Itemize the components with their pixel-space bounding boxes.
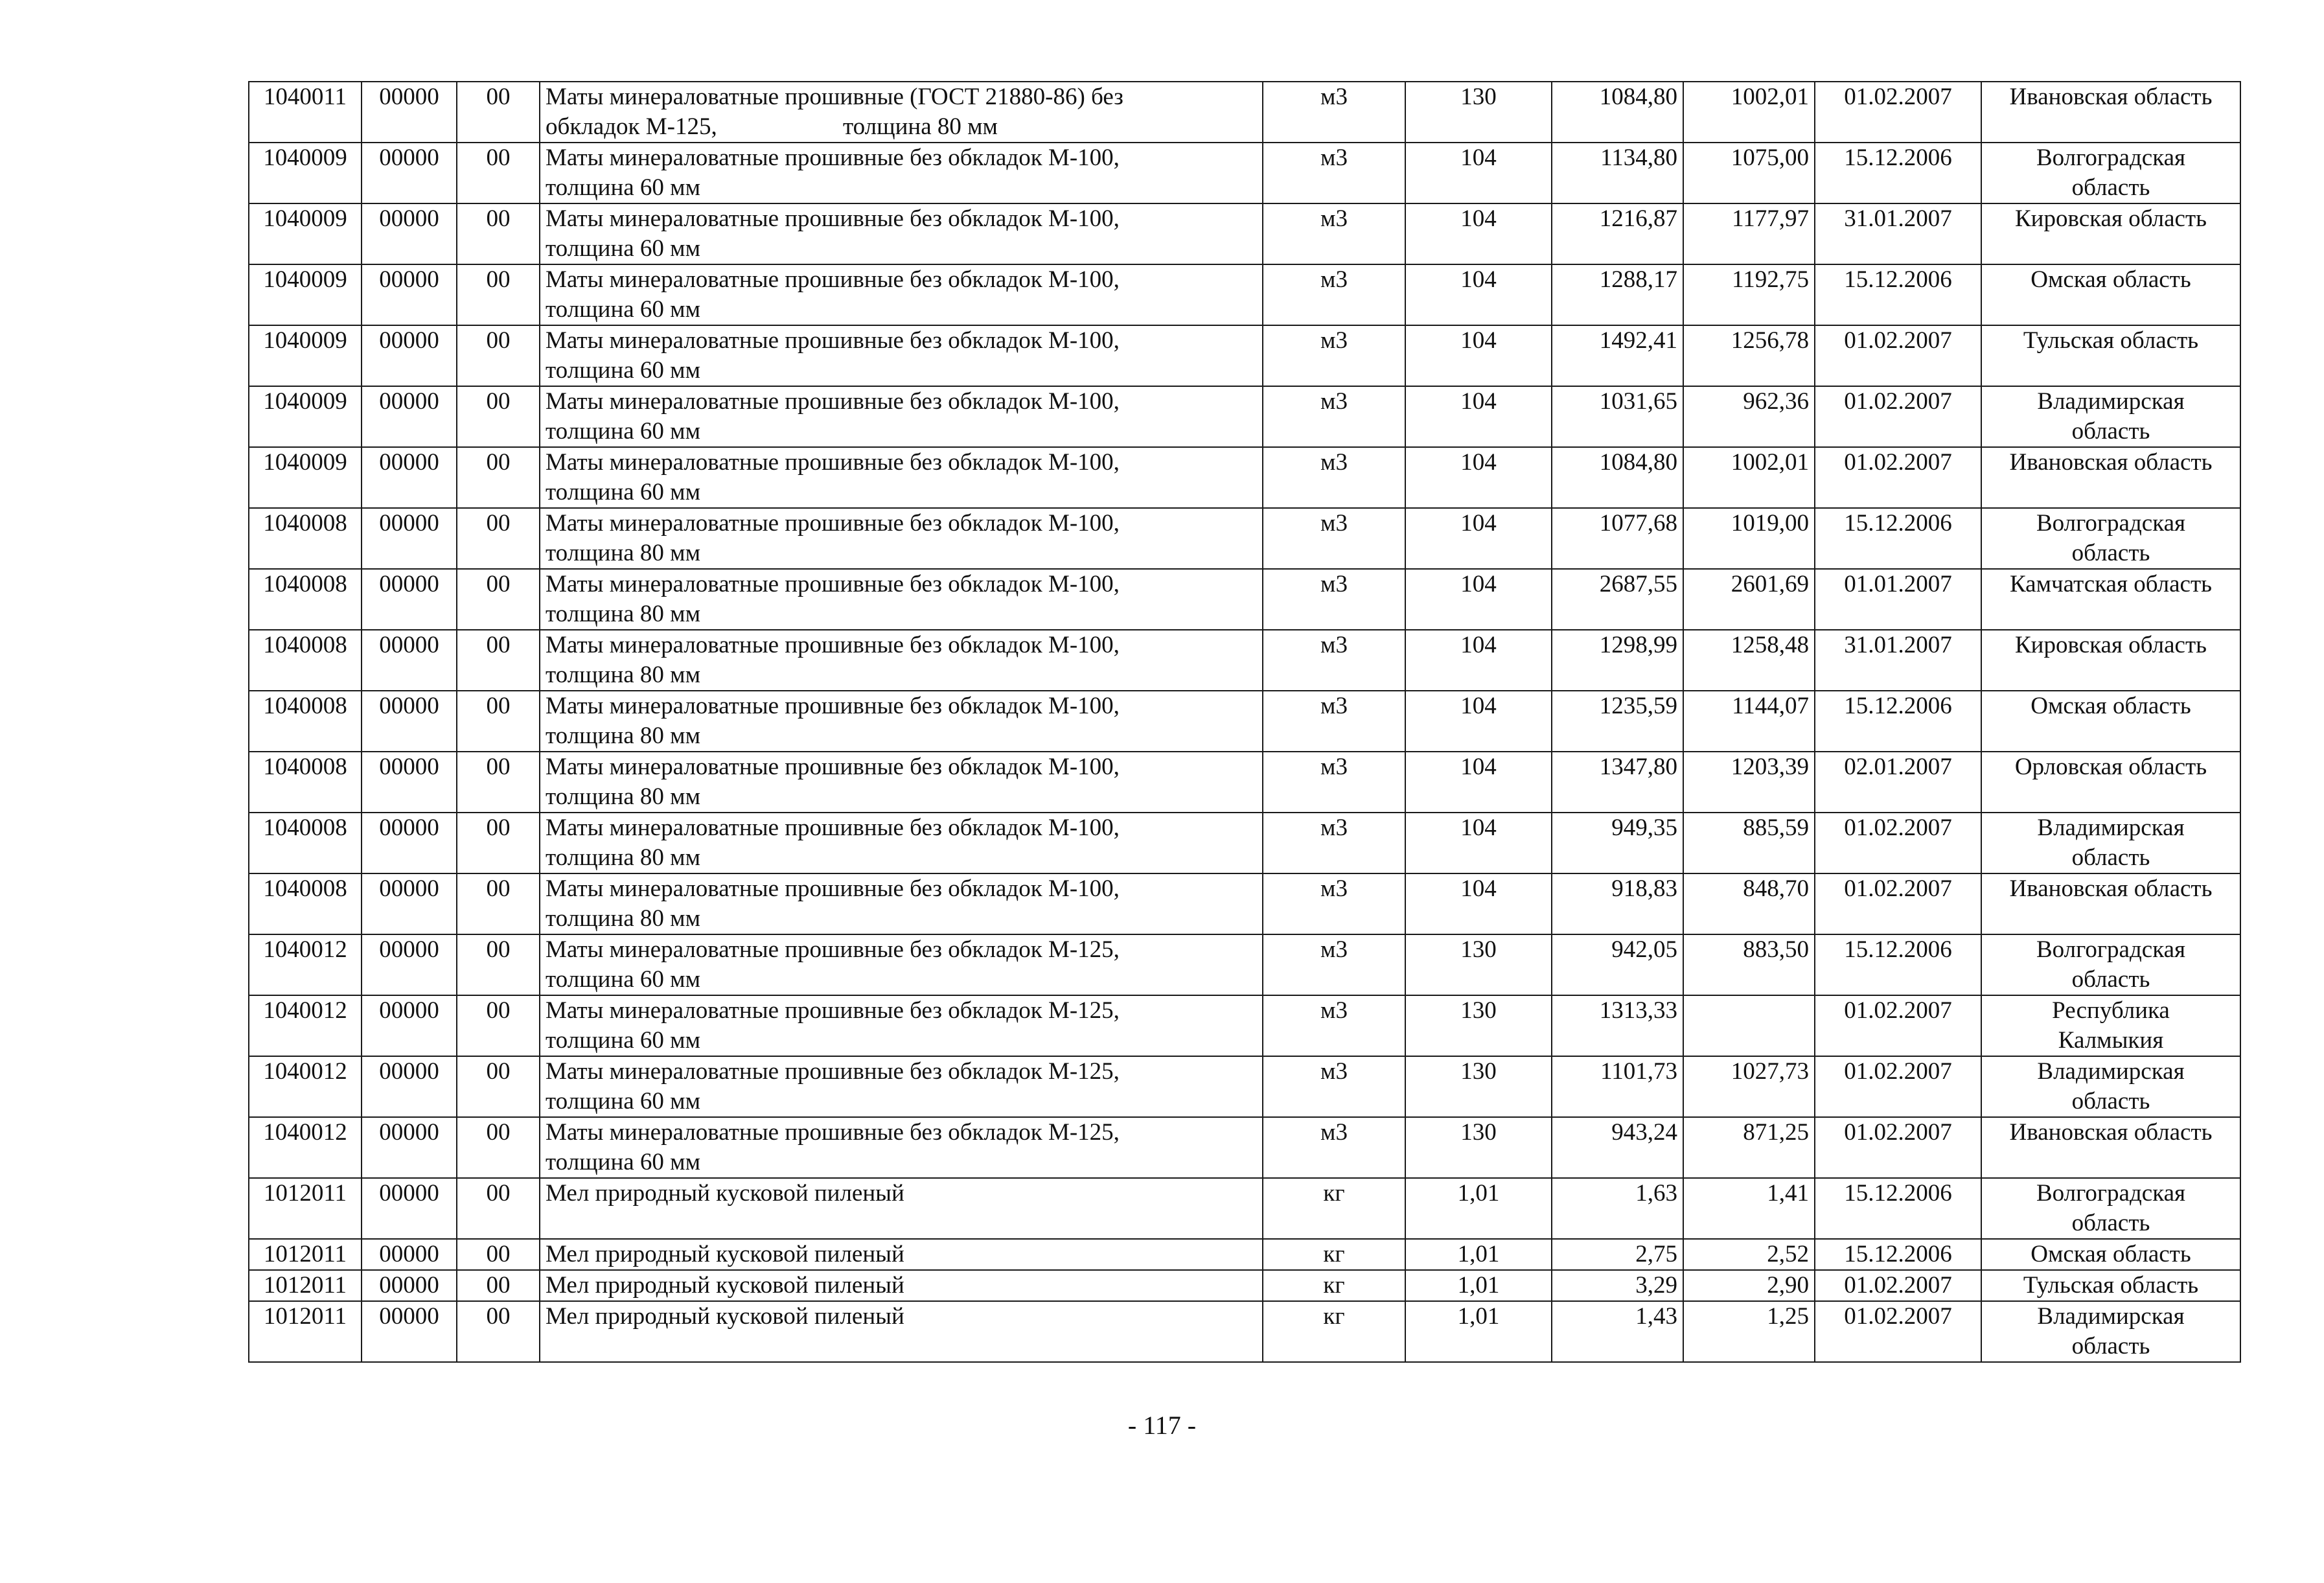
date-cell: 15.12.2006 — [1815, 1178, 1981, 1239]
price-with-vat-cell: 1313,33 — [1552, 995, 1683, 1056]
material-code-cell: 1040012 — [249, 995, 362, 1056]
table-row — [249, 82, 2240, 143]
material-name-cell: Мел природный кусковой пиленый — [540, 1178, 1263, 1239]
coefficient-cell: 104 — [1405, 203, 1552, 264]
price-with-vat-cell: 1492,41 — [1552, 325, 1683, 386]
material-name-cell: Маты минераловатные прошивные без обкладок М-100, толщина 80 мм — [540, 813, 1263, 873]
price-with-vat-cell: 1216,87 — [1552, 203, 1683, 264]
price-with-vat-cell: 1084,80 — [1552, 447, 1683, 508]
version-cell: 00 — [457, 82, 540, 143]
date-cell: 01.01.2007 — [1815, 569, 1981, 630]
version-cell: 00 — [457, 386, 540, 447]
material-code-cell: 1040008 — [249, 508, 362, 569]
price-without-vat-cell: 1256,78 — [1683, 325, 1815, 386]
table-row — [249, 1056, 2240, 1117]
table-row — [249, 1239, 2240, 1270]
date-cell: 15.12.2006 — [1815, 691, 1981, 752]
region-cell: Владимирская область — [1981, 1301, 2240, 1362]
material-name-cell: Маты минераловатные прошивные без обкладок М-100, толщина 60 мм — [540, 386, 1263, 447]
region-cell: Владимирская область — [1981, 1056, 2240, 1117]
table-row — [249, 934, 2240, 995]
material-name-cell: Маты минераловатные прошивные без обкладок М-100, толщина 60 мм — [540, 203, 1263, 264]
table-row — [249, 1178, 2240, 1239]
table-row — [249, 1117, 2240, 1178]
region-cell: Волгоградская область — [1981, 508, 2240, 569]
region-cell: Ивановская область — [1981, 1117, 2240, 1178]
material-code-cell: 1040008 — [249, 873, 362, 934]
price-with-vat-cell: 2687,55 — [1552, 569, 1683, 630]
material-code-cell: 1040009 — [249, 143, 362, 203]
price-without-vat-cell: 1203,39 — [1683, 752, 1815, 813]
version-cell: 00 — [457, 934, 540, 995]
material-code-cell: 1040008 — [249, 813, 362, 873]
material-name-cell: Маты минераловатные прошивные без обкладок М-100, толщина 80 мм — [540, 569, 1263, 630]
sub-code-cell: 00000 — [362, 447, 457, 508]
material-code-cell: 1040008 — [249, 691, 362, 752]
material-code-cell: 1012011 — [249, 1270, 362, 1301]
table-row — [249, 386, 2240, 447]
sub-code-cell: 00000 — [362, 1239, 457, 1270]
unit-cell: м3 — [1263, 325, 1405, 386]
coefficient-cell: 104 — [1405, 325, 1552, 386]
material-code-cell: 1040012 — [249, 1117, 362, 1178]
material-code-cell: 1040008 — [249, 630, 362, 691]
material-name-cell: Маты минераловатные прошивные без обкладок М-100, толщина 80 мм — [540, 508, 1263, 569]
version-cell: 00 — [457, 630, 540, 691]
version-cell: 00 — [457, 264, 540, 325]
coefficient-cell: 104 — [1405, 508, 1552, 569]
price-without-vat-cell — [1683, 995, 1815, 1056]
material-code-cell: 1040009 — [249, 325, 362, 386]
coefficient-cell: 1,01 — [1405, 1178, 1552, 1239]
price-without-vat-cell: 883,50 — [1683, 934, 1815, 995]
region-cell: Ивановская область — [1981, 447, 2240, 508]
material-code-cell: 1012011 — [249, 1301, 362, 1362]
coefficient-cell: 130 — [1405, 1056, 1552, 1117]
unit-cell: м3 — [1263, 508, 1405, 569]
price-without-vat-cell: 871,25 — [1683, 1117, 1815, 1178]
sub-code-cell: 00000 — [362, 752, 457, 813]
material-name-cell: Маты минераловатные прошивные без обкладок М-100, толщина 60 мм — [540, 264, 1263, 325]
price-with-vat-cell: 1031,65 — [1552, 386, 1683, 447]
version-cell: 00 — [457, 447, 540, 508]
material-name-cell: Маты минераловатные прошивные без обкладок М-100, толщина 60 мм — [540, 325, 1263, 386]
material-name-cell: Мел природный кусковой пиленый — [540, 1239, 1263, 1270]
region-cell: Волгоградская область — [1981, 143, 2240, 203]
coefficient-cell: 1,01 — [1405, 1270, 1552, 1301]
coefficient-cell: 104 — [1405, 569, 1552, 630]
price-without-vat-cell: 1,25 — [1683, 1301, 1815, 1362]
material-name-cell: Маты минераловатные прошивные без обкладок М-125, толщина 60 мм — [540, 1056, 1263, 1117]
price-with-vat-cell: 942,05 — [1552, 934, 1683, 995]
table-row — [249, 325, 2240, 386]
coefficient-cell: 104 — [1405, 264, 1552, 325]
material-name-cell: Маты минераловатные прошивные (ГОСТ 21880-86) без обкладок М-125, толщина 80 мм — [540, 82, 1263, 143]
price-with-vat-cell: 918,83 — [1552, 873, 1683, 934]
sub-code-cell: 00000 — [362, 386, 457, 447]
material-name-cell: Маты минераловатные прошивные без обкладок М-100, толщина 60 мм — [540, 143, 1263, 203]
table-row — [249, 995, 2240, 1056]
unit-cell: м3 — [1263, 691, 1405, 752]
price-without-vat-cell: 1,41 — [1683, 1178, 1815, 1239]
version-cell: 00 — [457, 143, 540, 203]
sub-code-cell: 00000 — [362, 143, 457, 203]
unit-cell: м3 — [1263, 386, 1405, 447]
material-code-cell: 1040012 — [249, 934, 362, 995]
unit-cell: м3 — [1263, 82, 1405, 143]
version-cell: 00 — [457, 1117, 540, 1178]
sub-code-cell: 00000 — [362, 813, 457, 873]
sub-code-cell: 00000 — [362, 203, 457, 264]
table-body — [249, 82, 2240, 1362]
material-name-cell: Маты минераловатные прошивные без обкладок М-125, толщина 60 мм — [540, 995, 1263, 1056]
region-cell: Владимирская область — [1981, 813, 2240, 873]
material-name-cell: Маты минераловатные прошивные без обкладок М-125, толщина 60 мм — [540, 934, 1263, 995]
unit-cell: кг — [1263, 1178, 1405, 1239]
version-cell: 00 — [457, 569, 540, 630]
unit-cell: кг — [1263, 1239, 1405, 1270]
sub-code-cell: 00000 — [362, 995, 457, 1056]
region-cell: Тульская область — [1981, 1270, 2240, 1301]
date-cell: 01.02.2007 — [1815, 1301, 1981, 1362]
coefficient-cell: 104 — [1405, 691, 1552, 752]
sub-code-cell: 00000 — [362, 1117, 457, 1178]
coefficient-cell: 104 — [1405, 813, 1552, 873]
table-row — [249, 1270, 2240, 1301]
region-cell: Ивановская область — [1981, 82, 2240, 143]
unit-cell: м3 — [1263, 995, 1405, 1056]
sub-code-cell: 00000 — [362, 630, 457, 691]
date-cell: 31.01.2007 — [1815, 630, 1981, 691]
sub-code-cell: 00000 — [362, 1301, 457, 1362]
region-cell: Владимирская область — [1981, 386, 2240, 447]
sub-code-cell: 00000 — [362, 873, 457, 934]
region-cell: Волгоградская область — [1981, 934, 2240, 995]
table-row — [249, 143, 2240, 203]
table-row — [249, 752, 2240, 813]
material-code-cell: 1040009 — [249, 264, 362, 325]
price-without-vat-cell: 1144,07 — [1683, 691, 1815, 752]
coefficient-cell: 104 — [1405, 873, 1552, 934]
version-cell: 00 — [457, 325, 540, 386]
price-with-vat-cell: 1288,17 — [1552, 264, 1683, 325]
version-cell: 00 — [457, 203, 540, 264]
version-cell: 00 — [457, 1270, 540, 1301]
price-without-vat-cell: 885,59 — [1683, 813, 1815, 873]
page-number: - 117 - — [1127, 1411, 1197, 1440]
material-name-cell: Маты минераловатные прошивные без обкладок М-100, толщина 80 мм — [540, 873, 1263, 934]
coefficient-cell: 1,01 — [1405, 1301, 1552, 1362]
sub-code-cell: 00000 — [362, 264, 457, 325]
price-with-vat-cell: 1101,73 — [1552, 1056, 1683, 1117]
coefficient-cell: 104 — [1405, 386, 1552, 447]
unit-cell: м3 — [1263, 143, 1405, 203]
region-cell: Кировская область — [1981, 203, 2240, 264]
region-cell: Омская область — [1981, 264, 2240, 325]
version-cell: 00 — [457, 1239, 540, 1270]
coefficient-cell: 130 — [1405, 82, 1552, 143]
coefficient-cell: 104 — [1405, 630, 1552, 691]
coefficient-cell: 130 — [1405, 1117, 1552, 1178]
table-row — [249, 203, 2240, 264]
unit-cell: м3 — [1263, 873, 1405, 934]
date-cell: 01.02.2007 — [1815, 1056, 1981, 1117]
date-cell: 01.02.2007 — [1815, 873, 1981, 934]
version-cell: 00 — [457, 873, 540, 934]
table-row — [249, 873, 2240, 934]
price-without-vat-cell: 1002,01 — [1683, 447, 1815, 508]
version-cell: 00 — [457, 1056, 540, 1117]
region-cell: Республика Калмыкия — [1981, 995, 2240, 1056]
price-with-vat-cell: 1084,80 — [1552, 82, 1683, 143]
material-code-cell: 1040011 — [249, 82, 362, 143]
coefficient-cell: 1,01 — [1405, 1239, 1552, 1270]
coefficient-cell: 130 — [1405, 934, 1552, 995]
date-cell: 01.02.2007 — [1815, 995, 1981, 1056]
price-with-vat-cell: 1,43 — [1552, 1301, 1683, 1362]
region-cell: Омская область — [1981, 691, 2240, 752]
price-with-vat-cell: 949,35 — [1552, 813, 1683, 873]
table-row — [249, 691, 2240, 752]
material-name-cell: Мел природный кусковой пиленый — [540, 1270, 1263, 1301]
price-without-vat-cell: 1019,00 — [1683, 508, 1815, 569]
date-cell: 02.01.2007 — [1815, 752, 1981, 813]
price-without-vat-cell: 1192,75 — [1683, 264, 1815, 325]
material-name-cell: Маты минераловатные прошивные без обкладок М-100, толщина 80 мм — [540, 630, 1263, 691]
unit-cell: м3 — [1263, 447, 1405, 508]
price-without-vat-cell: 2,90 — [1683, 1270, 1815, 1301]
material-name-cell: Маты минераловатные прошивные без обкладок М-125, толщина 60 мм — [540, 1117, 1263, 1178]
table-row — [249, 1301, 2240, 1362]
date-cell: 01.02.2007 — [1815, 1270, 1981, 1301]
price-without-vat-cell: 1177,97 — [1683, 203, 1815, 264]
date-cell: 01.02.2007 — [1815, 447, 1981, 508]
price-with-vat-cell: 943,24 — [1552, 1117, 1683, 1178]
price-without-vat-cell: 2,52 — [1683, 1239, 1815, 1270]
price-with-vat-cell: 1347,80 — [1552, 752, 1683, 813]
unit-cell: м3 — [1263, 813, 1405, 873]
price-without-vat-cell: 848,70 — [1683, 873, 1815, 934]
unit-cell: м3 — [1263, 752, 1405, 813]
date-cell: 01.02.2007 — [1815, 386, 1981, 447]
material-name-cell: Маты минераловатные прошивные без обкладок М-100, толщина 60 мм — [540, 447, 1263, 508]
region-cell: Кировская область — [1981, 630, 2240, 691]
version-cell: 00 — [457, 508, 540, 569]
unit-cell: м3 — [1263, 630, 1405, 691]
version-cell: 00 — [457, 1301, 540, 1362]
unit-cell: м3 — [1263, 1056, 1405, 1117]
coefficient-cell: 130 — [1405, 995, 1552, 1056]
price-without-vat-cell: 962,36 — [1683, 386, 1815, 447]
sub-code-cell: 00000 — [362, 1178, 457, 1239]
coefficient-cell: 104 — [1405, 447, 1552, 508]
region-cell: Волгоградская область — [1981, 1178, 2240, 1239]
price-with-vat-cell: 1298,99 — [1552, 630, 1683, 691]
table-row — [249, 569, 2240, 630]
region-cell: Тульская область — [1981, 325, 2240, 386]
date-cell: 15.12.2006 — [1815, 1239, 1981, 1270]
region-cell: Ивановская область — [1981, 873, 2240, 934]
table-row — [249, 630, 2240, 691]
material-code-cell: 1040009 — [249, 386, 362, 447]
table-row — [249, 813, 2240, 873]
table-row — [249, 264, 2240, 325]
sub-code-cell: 00000 — [362, 82, 457, 143]
unit-cell: м3 — [1263, 264, 1405, 325]
material-code-cell: 1040008 — [249, 569, 362, 630]
price-without-vat-cell: 1002,01 — [1683, 82, 1815, 143]
price-without-vat-cell: 2601,69 — [1683, 569, 1815, 630]
material-code-cell: 1012011 — [249, 1239, 362, 1270]
unit-cell: м3 — [1263, 934, 1405, 995]
version-cell: 00 — [457, 691, 540, 752]
material-code-cell: 1012011 — [249, 1178, 362, 1239]
price-with-vat-cell: 1,63 — [1552, 1178, 1683, 1239]
date-cell: 15.12.2006 — [1815, 934, 1981, 995]
price-without-vat-cell: 1258,48 — [1683, 630, 1815, 691]
price-table — [248, 81, 2241, 1363]
date-cell: 15.12.2006 — [1815, 508, 1981, 569]
date-cell: 15.12.2006 — [1815, 143, 1981, 203]
sub-code-cell: 00000 — [362, 325, 457, 386]
sub-code-cell: 00000 — [362, 569, 457, 630]
material-name-cell: Маты минераловатные прошивные без обкладок М-100, толщина 80 мм — [540, 752, 1263, 813]
version-cell: 00 — [457, 1178, 540, 1239]
material-name-cell: Мел природный кусковой пиленый — [540, 1301, 1263, 1362]
price-with-vat-cell: 3,29 — [1552, 1270, 1683, 1301]
date-cell: 31.01.2007 — [1815, 203, 1981, 264]
sub-code-cell: 00000 — [362, 1056, 457, 1117]
price-without-vat-cell: 1027,73 — [1683, 1056, 1815, 1117]
price-with-vat-cell: 1134,80 — [1552, 143, 1683, 203]
version-cell: 00 — [457, 752, 540, 813]
region-cell: Камчатская область — [1981, 569, 2240, 630]
sub-code-cell: 00000 — [362, 1270, 457, 1301]
price-with-vat-cell: 1077,68 — [1552, 508, 1683, 569]
material-code-cell: 1040009 — [249, 447, 362, 508]
coefficient-cell: 104 — [1405, 752, 1552, 813]
date-cell: 01.02.2007 — [1815, 1117, 1981, 1178]
region-cell: Омская область — [1981, 1239, 2240, 1270]
material-code-cell: 1040008 — [249, 752, 362, 813]
table-row — [249, 508, 2240, 569]
price-with-vat-cell: 1235,59 — [1552, 691, 1683, 752]
price-with-vat-cell: 2,75 — [1552, 1239, 1683, 1270]
unit-cell: м3 — [1263, 569, 1405, 630]
price-without-vat-cell: 1075,00 — [1683, 143, 1815, 203]
material-code-cell: 1040009 — [249, 203, 362, 264]
unit-cell: м3 — [1263, 203, 1405, 264]
unit-cell: кг — [1263, 1270, 1405, 1301]
sub-code-cell: 00000 — [362, 934, 457, 995]
version-cell: 00 — [457, 813, 540, 873]
coefficient-cell: 104 — [1405, 143, 1552, 203]
region-cell: Орловская область — [1981, 752, 2240, 813]
material-name-cell: Маты минераловатные прошивные без обкладок М-100, толщина 80 мм — [540, 691, 1263, 752]
version-cell: 00 — [457, 995, 540, 1056]
date-cell: 01.02.2007 — [1815, 325, 1981, 386]
material-code-cell: 1040012 — [249, 1056, 362, 1117]
unit-cell: кг — [1263, 1301, 1405, 1362]
date-cell: 01.02.2007 — [1815, 82, 1981, 143]
table-row — [249, 447, 2240, 508]
date-cell: 01.02.2007 — [1815, 813, 1981, 873]
date-cell: 15.12.2006 — [1815, 264, 1981, 325]
sub-code-cell: 00000 — [362, 691, 457, 752]
unit-cell: м3 — [1263, 1117, 1405, 1178]
sub-code-cell: 00000 — [362, 508, 457, 569]
